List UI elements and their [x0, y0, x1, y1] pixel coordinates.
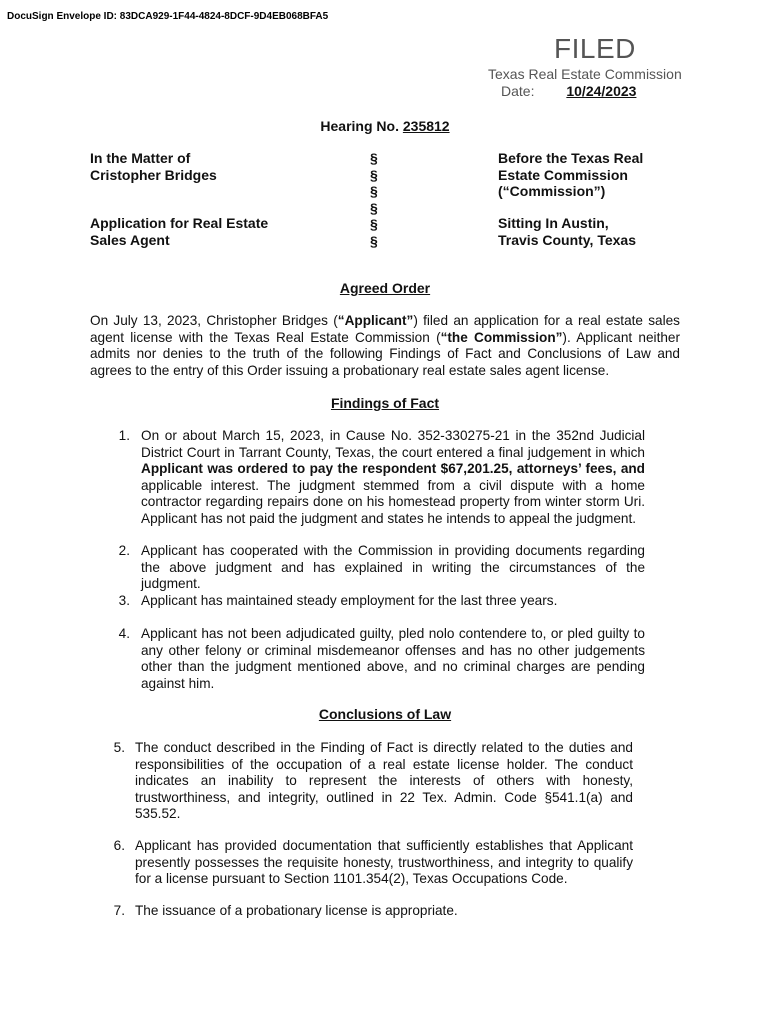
intro-text: On July 13, 2023, Christopher Bridges ( [90, 313, 338, 328]
findings-title: Findings of Fact [330, 395, 440, 411]
caption-matter [90, 150, 290, 183]
section-mark: § [370, 150, 378, 166]
conclusions-title: Conclusions of Law [318, 706, 452, 722]
item-number: 1. [118, 428, 130, 443]
item-number: 5. [113, 740, 125, 755]
stamp-date-value: 10/24/2023 [566, 83, 637, 99]
caption-line: Estate Commission [498, 166, 628, 183]
caption-line: Sales Agent [90, 231, 170, 248]
stamp-agency: Texas Real Estate Commission [488, 66, 682, 82]
hearing-value: 235812 [402, 118, 450, 134]
item-text-part: On or about March 15, 2023, in Cause No. 352-330275-21 in the 352nd Judicial District Court in Tarrant County, Texas, the court entered a final judgement in which [141, 428, 645, 460]
intro-applicant-term: “Applicant” [337, 313, 414, 328]
section-mark: § [370, 232, 378, 249]
stamp-date-label: Date: [501, 83, 535, 99]
item-number: 4. [118, 626, 130, 641]
item-text: Applicant has cooperated with the Commission in providing documents regarding the above judgment and has explained in writing the circumstances of the judgment. [141, 543, 645, 592]
section-marks [370, 150, 390, 249]
intro-commission-term: “the Commission” [440, 329, 563, 345]
hearing-number [0, 118, 770, 134]
caption-line: Application for Real Estate [90, 215, 269, 231]
caption-line: Before the Texas Real [498, 150, 644, 166]
intro-text: ). Applicant neither admits nor denies to the truth of the following Findings of Fact and Conclusions of Law and agrees to the entry of this Order issuing a probationary real estate sales agent license. [90, 329, 680, 378]
filed-stamp [488, 34, 703, 100]
section-mark: § [370, 166, 378, 183]
item-number: 6. [113, 838, 125, 853]
caption-line: Sitting In Austin, [498, 215, 609, 231]
section-mark: § [370, 183, 378, 199]
item-text: Applicant has maintained steady employment for the last three years. [141, 593, 558, 608]
item-number: 2. [118, 543, 130, 558]
caption-line: Travis County, Texas [498, 231, 636, 248]
section-mark: § [370, 199, 378, 216]
caption-line: Cristopher Bridges [90, 166, 217, 183]
item-text: The issuance of a probationary license is appropriate. [135, 903, 458, 918]
stamp-date-row [488, 83, 703, 100]
item-text [141, 428, 645, 528]
caption-application [90, 215, 290, 248]
item-text-emphasis: Applicant was ordered to pay the respondent $67,201.25, attorneys’ fees, and [141, 461, 645, 477]
item-text: Applicant has provided documentation that sufficiently establishes that Applicant presently possesses the requisite honesty, trustworthiness, and integrity to qualify for a license pursuant to Section 1101.354(2), Texas Occupations Code. [135, 838, 633, 887]
caption-venue [498, 215, 688, 248]
intro-paragraph [90, 313, 680, 379]
caption-line: In the Matter of [90, 150, 191, 166]
agreed-order-title: Agreed Order [339, 280, 431, 296]
item-number: 7. [113, 903, 125, 918]
intro-text: ) filed an application for a real estate sales agent license with the Texas Real Estate Commission ( [90, 313, 680, 345]
item-text-part: applicable interest. The judgment stemmed from a civil dispute with a home contractor regarding repairs done on his homestead property from winter storm Uri. Applicant has not paid the judgment and states he intends to appeal the judgment. [141, 477, 645, 526]
item-text: Applicant has not been adjudicated guilty, pled nolo contendere to, or pled guilty to any other felony or criminal misdemeanor offenses and has no other judgements other than the judgment mentioned above, and no criminal charges are pending against him. [141, 626, 645, 691]
envelope-id: DocuSign Envelope ID: 83DCA929-1F44-4824-8DCF-9D4EB068BFA5 [7, 11, 329, 22]
caption-tribunal [498, 150, 688, 200]
caption-line: (“Commission”) [498, 183, 606, 199]
hearing-label: Hearing No. [320, 118, 399, 134]
item-text: The conduct described in the Finding of Fact is directly related to the duties and responsibilities of the occupation of a real estate license holder. The conduct indicates an inability to represent the interests of others with honesty, trustworthiness, and integrity, outlined in 22 Tex. Admin. Code §541.1(a) and 535.52. [135, 740, 633, 822]
section-mark: § [370, 216, 378, 232]
case-caption [90, 150, 690, 260]
item-number: 3. [118, 593, 130, 608]
filed-label: FILED [554, 33, 636, 64]
